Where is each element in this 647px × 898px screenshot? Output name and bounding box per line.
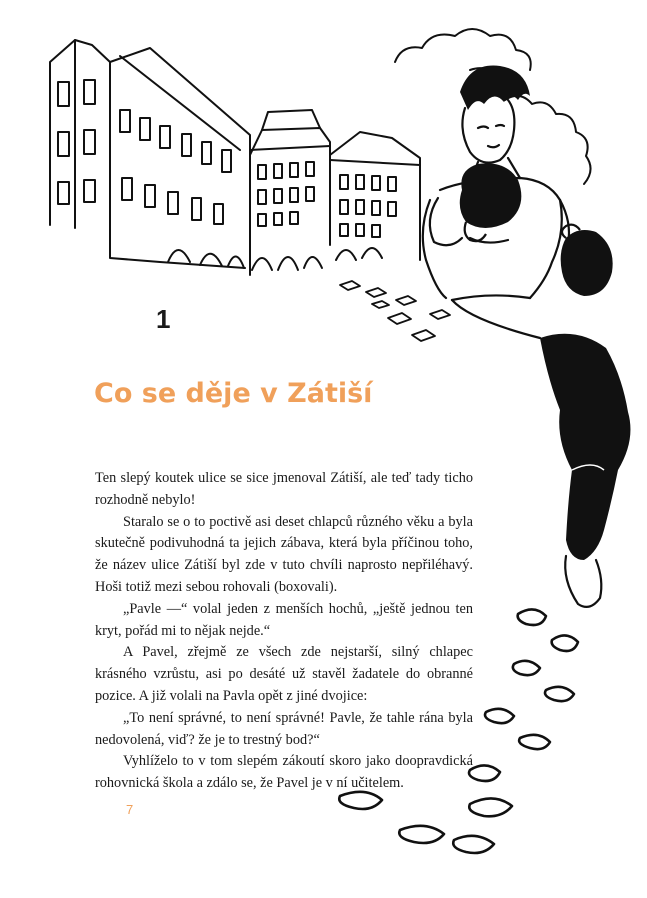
paragraph: „To není správné, to není správné! Pavle, že tahle rána byla nedovolená, viď? že je to trestný bod?“ (95, 709, 473, 748)
cobblestones (340, 281, 450, 341)
page-number: 7 (126, 802, 134, 817)
cloud-outline (395, 29, 591, 184)
arcade-building (250, 110, 330, 270)
left-building (50, 40, 110, 230)
chapter-title: Co se děje v Zátiší (94, 378, 373, 409)
middle-building (110, 48, 250, 275)
paragraph: A Pavel, zřejmě ze všech zde nejstarší, silný chlapec krásného vzrůstu, asi po desáté už stavěl žadatele do obranné pozice. A již volali na Pavla opět z jiné dvojice: (95, 644, 473, 704)
paragraph: Ten slepý koutek ulice se sice jmenoval Zátiší, ale teď tady ticho rozhodně nebylo! (95, 470, 473, 508)
chapter-number: 1 (156, 304, 171, 334)
body-text (95, 468, 473, 795)
paragraph: „Pavle —“ volal jeden z menších hochů, „ještě jednou ten kryt, pořád mi to nějak nejde.“ (95, 600, 473, 639)
right-building (330, 132, 420, 260)
paragraph: Vyhlíželo to v tom slepém zákoutí skoro jako doopravdická rohovnická škola a zdálo se, že Pavel je v ní učitelem. (95, 753, 473, 792)
paragraph: Staralo se o to poctivě asi deset chlapců různého věku a byla skutečně podivuhodná ta jejich zábava, která byla příčinou toho, že název ulice Zátiší byl zde v tuto chvíli naprosto nepřiléhavý. Hoši totiž mezi sebou rohovali (boxovali). (95, 513, 473, 595)
